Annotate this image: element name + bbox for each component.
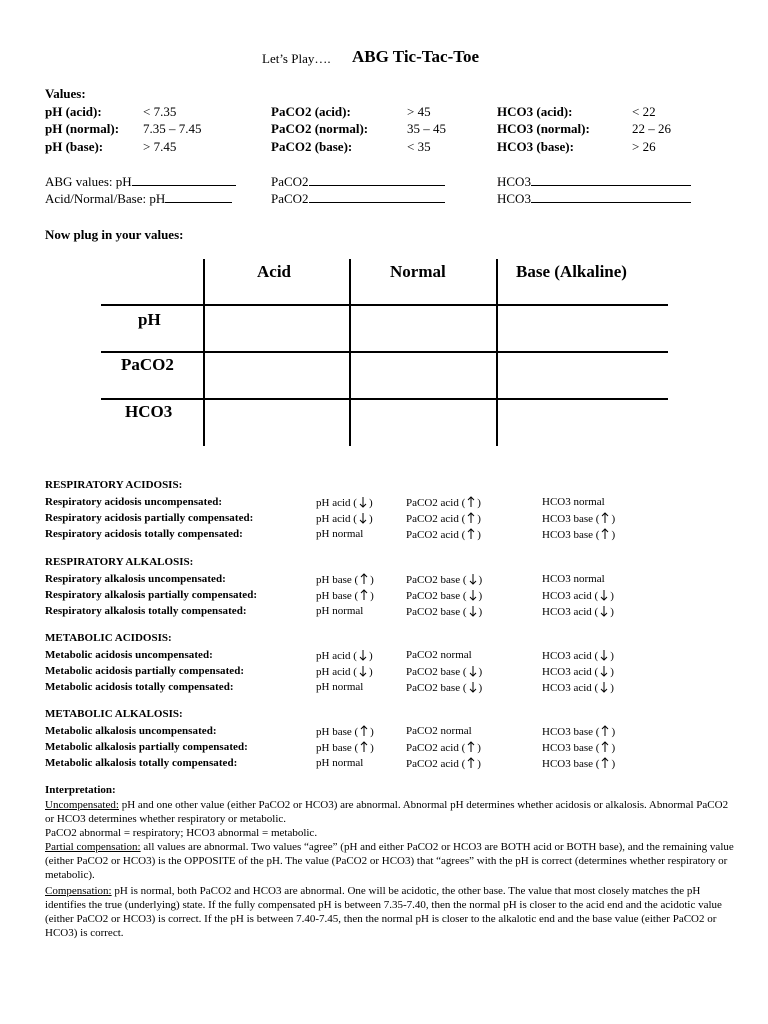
interpretation-heading: Interpretation: bbox=[45, 784, 116, 796]
hco3-acid-value: < 22 bbox=[632, 104, 656, 119]
close-paren: ) bbox=[611, 757, 616, 770]
arrow-up-icon bbox=[599, 528, 611, 541]
close-paren: ) bbox=[611, 512, 616, 525]
scenario-hco3-text: HCO3 acid ( bbox=[542, 665, 599, 678]
close-paren: ) bbox=[610, 681, 614, 694]
arrow-down-icon bbox=[598, 649, 610, 662]
scenario-label: Metabolic alkalosis totally compensated: bbox=[45, 756, 238, 769]
close-paren: ) bbox=[611, 528, 616, 541]
arrow-down-icon bbox=[598, 665, 610, 678]
scenario-hco3-value bbox=[542, 528, 615, 541]
arrow-down-icon bbox=[598, 681, 610, 694]
anb-hco3-line bbox=[497, 190, 691, 207]
scenario-paco2-text: PaCO2 base ( bbox=[406, 665, 467, 678]
scenario-hco3-value bbox=[542, 741, 615, 754]
scenario-paco2-text: PaCO2 base ( bbox=[406, 589, 467, 602]
close-paren: ) bbox=[477, 512, 481, 525]
scenario-ph-value bbox=[316, 665, 373, 678]
anb-ph-input[interactable] bbox=[165, 190, 232, 203]
section-title: METABOLIC ALKALOSIS: bbox=[45, 708, 183, 720]
arrow-up-icon bbox=[465, 496, 477, 509]
scenario-paco2-text: PaCO2 acid ( bbox=[406, 528, 466, 541]
compensation-term: Compensation: bbox=[45, 885, 112, 897]
scenario-paco2-text: PaCO2 acid ( bbox=[406, 757, 466, 770]
scenario-hco3-value bbox=[542, 681, 614, 694]
interpretation-rule: PaCO2 abnormal = respiratory; HCO3 abnormal = metabolic. bbox=[45, 827, 318, 839]
hco3-acid-label: HCO3 (acid): bbox=[497, 104, 573, 119]
scenario-paco2-text: PaCO2 acid ( bbox=[406, 512, 466, 525]
scenario-ph-value bbox=[316, 573, 374, 586]
grid-row-paco2: PaCO2 bbox=[121, 355, 174, 374]
scenario-label: Respiratory alkalosis uncompensated: bbox=[45, 573, 226, 585]
scenario-paco2-value bbox=[406, 512, 481, 525]
scenario-hco3-value bbox=[542, 512, 615, 525]
scenario-hco3-text: HCO3 normal bbox=[542, 573, 605, 585]
close-paren: ) bbox=[611, 741, 616, 754]
close-paren: ) bbox=[478, 605, 483, 618]
paco2-base-label: PaCO2 (base): bbox=[271, 139, 353, 154]
scenario-label: Respiratory alkalosis totally compensated: bbox=[45, 604, 247, 617]
scenario-label: Metabolic acidosis partially compensated: bbox=[45, 664, 245, 677]
cell-paco2-base[interactable] bbox=[498, 353, 668, 398]
scenario-hco3-value bbox=[542, 605, 614, 618]
arrow-up-icon bbox=[465, 741, 477, 754]
scenario-hco3-value bbox=[542, 496, 605, 508]
arrow-up-icon bbox=[358, 741, 370, 754]
scenario-hco3-text: HCO3 acid ( bbox=[542, 650, 599, 662]
scenario-label: Metabolic acidosis uncompensated: bbox=[45, 649, 213, 661]
scenario-paco2-value bbox=[406, 725, 472, 737]
cell-hco3-acid[interactable] bbox=[205, 400, 349, 446]
arrow-down-icon bbox=[357, 512, 369, 525]
partial-text: all values are abnormal. Two values “agree” (pH and either PaCO2 or HCO3 are BOTH acid or BOTH base), and the remaining value (either PaCO2 or HCO3) is the OPPOSITE of the pH. The value (PaCO2 or HCO3) that “agrees” with the pH is correct (determines whether respiratory or metabolic). bbox=[45, 841, 734, 881]
arrow-down-icon bbox=[357, 665, 369, 678]
cell-paco2-acid[interactable] bbox=[205, 353, 349, 398]
scenario-label: Metabolic acidosis totally compensated: bbox=[45, 680, 234, 693]
scenario-hco3-text: HCO3 acid ( bbox=[542, 681, 599, 694]
scenario-ph-text: pH acid ( bbox=[316, 497, 357, 509]
interpretation-compensation bbox=[45, 885, 735, 941]
scenario-paco2-value bbox=[406, 741, 481, 754]
compensation-text: pH is normal, both PaCO2 and HCO3 are abnormal. One will be acidotic, the other base. The value that most closely matches the pH identifies the true (underlying) state. If the fully compensated pH is between 7.35-7.40, then the normal pH is closer to the acid end and the acidotic value (either PaCO2 or HCO3) is correct. If the pH is between 7.40-7.45, then the normal pH is closer to the alkalotic end and the base value (either PaCO2 or HCO3) is correct. bbox=[45, 885, 722, 939]
scenario-paco2-value bbox=[406, 757, 481, 770]
scenario-label: Respiratory acidosis totally compensated: bbox=[45, 527, 243, 540]
scenario-paco2-text: PaCO2 normal bbox=[406, 649, 472, 661]
cell-ph-normal[interactable] bbox=[351, 306, 496, 351]
close-paren: ) bbox=[370, 574, 374, 586]
hco3-normal-label: HCO3 (normal): bbox=[497, 121, 590, 136]
scenario-ph-text: pH base ( bbox=[316, 741, 359, 754]
scenario-paco2-value bbox=[406, 573, 482, 586]
ph-acid-label: pH (acid): bbox=[45, 104, 102, 119]
paco2-base-value: < 35 bbox=[407, 139, 431, 154]
arrow-down-icon bbox=[467, 665, 479, 678]
scenario-paco2-text: PaCO2 base ( bbox=[406, 605, 467, 618]
scenario-ph-value bbox=[316, 589, 374, 602]
scenario-hco3-value bbox=[542, 589, 614, 602]
arrow-up-icon bbox=[599, 757, 611, 770]
close-paren: ) bbox=[370, 589, 374, 602]
grid-row-hco3: HCO3 bbox=[125, 402, 173, 421]
arrow-down-icon bbox=[357, 649, 369, 662]
close-paren: ) bbox=[368, 650, 373, 662]
interpretation-partial bbox=[45, 841, 735, 883]
scenario-paco2-text: PaCO2 acid ( bbox=[406, 741, 466, 754]
scenario-ph-text: pH base ( bbox=[316, 589, 359, 602]
arrow-up-icon bbox=[465, 528, 477, 541]
arrow-up-icon bbox=[358, 725, 370, 738]
scenario-ph-value bbox=[316, 757, 363, 769]
scenario-hco3-value bbox=[542, 665, 614, 678]
arrow-down-icon bbox=[467, 605, 479, 618]
section-title: RESPIRATORY ACIDOSIS: bbox=[45, 479, 183, 491]
paco2-normal-label: PaCO2 (normal): bbox=[271, 121, 369, 136]
close-paren: ) bbox=[477, 741, 481, 754]
anb-line bbox=[45, 190, 232, 207]
abg-hco3-line bbox=[497, 173, 691, 190]
close-paren: ) bbox=[478, 681, 483, 694]
abg-ph-input[interactable] bbox=[132, 173, 236, 186]
scenario-ph-value bbox=[316, 741, 374, 754]
scenario-hco3-value bbox=[542, 573, 605, 585]
ph-normal-value: 7.35 – 7.45 bbox=[143, 121, 202, 136]
close-paren: ) bbox=[368, 512, 373, 525]
cell-paco2-normal[interactable] bbox=[351, 353, 496, 398]
abg-paco2-input[interactable] bbox=[309, 173, 445, 186]
ph-acid-value: < 7.35 bbox=[143, 104, 177, 119]
close-paren: ) bbox=[478, 589, 483, 602]
grid-col-acid: Acid bbox=[257, 262, 291, 281]
uncompensated-text: pH and one other value (either PaCO2 or HCO3) are abnormal. Abnormal pH determines whether acidosis or alkalosis. Abnormal PaCO2 or HCO3 determines whether respiratory or metabolic. bbox=[45, 799, 729, 825]
scenario-hco3-value bbox=[542, 757, 615, 770]
uncompensated-term: Uncompensated: bbox=[45, 799, 119, 811]
scenario-ph-value bbox=[316, 649, 373, 662]
scenario-paco2-value bbox=[406, 665, 482, 678]
plug-in-instruction: Now plug in your values: bbox=[45, 227, 184, 242]
cell-ph-base[interactable] bbox=[498, 306, 668, 351]
close-paren: ) bbox=[610, 650, 614, 662]
close-paren: ) bbox=[477, 528, 481, 541]
abg-hco3-input[interactable] bbox=[531, 173, 691, 186]
scenario-paco2-value bbox=[406, 605, 482, 618]
arrow-up-icon bbox=[358, 573, 370, 586]
hco3-normal-value: 22 – 26 bbox=[632, 121, 671, 136]
close-paren: ) bbox=[370, 741, 374, 754]
paco2-normal-value: 35 – 45 bbox=[407, 121, 446, 136]
hco3-base-value: > 26 bbox=[632, 139, 656, 154]
close-paren: ) bbox=[610, 665, 614, 678]
anb-hco3-label: HCO3 bbox=[497, 191, 531, 206]
arrow-up-icon bbox=[599, 725, 611, 738]
scenario-ph-text: pH normal bbox=[316, 680, 364, 693]
scenario-label: Respiratory acidosis uncompensated: bbox=[45, 496, 223, 508]
arrow-up-icon bbox=[465, 512, 477, 525]
ph-base-label: pH (base): bbox=[45, 139, 104, 154]
arrow-up-icon bbox=[358, 589, 370, 602]
abg-values-line bbox=[45, 173, 236, 190]
anb-hco3-input[interactable] bbox=[531, 190, 691, 203]
scenario-ph-text: pH normal bbox=[316, 756, 364, 769]
arrow-up-icon bbox=[599, 741, 611, 754]
scenario-paco2-value bbox=[406, 649, 472, 661]
scenario-ph-text: pH acid ( bbox=[316, 650, 357, 662]
grid-col-base: Base (Alkaline) bbox=[516, 262, 627, 281]
scenario-paco2-text: PaCO2 base ( bbox=[406, 574, 467, 586]
scenario-ph-value bbox=[316, 528, 363, 540]
abg-paco2-line bbox=[271, 173, 445, 190]
scenario-ph-value bbox=[316, 512, 373, 525]
scenario-hco3-text: HCO3 base ( bbox=[542, 741, 600, 754]
scenario-paco2-text: PaCO2 normal bbox=[406, 725, 472, 737]
close-paren: ) bbox=[368, 497, 373, 509]
close-paren: ) bbox=[477, 497, 481, 509]
close-paren: ) bbox=[478, 665, 483, 678]
scenario-ph-value bbox=[316, 725, 374, 738]
scenario-label: Respiratory alkalosis partially compensated: bbox=[45, 588, 258, 601]
close-paren: ) bbox=[477, 757, 481, 770]
scenario-paco2-value bbox=[406, 528, 481, 541]
arrow-up-icon bbox=[465, 757, 477, 770]
scenario-hco3-text: HCO3 base ( bbox=[542, 528, 600, 541]
scenario-hco3-text: HCO3 normal bbox=[542, 496, 605, 508]
scenario-paco2-text: PaCO2 base ( bbox=[406, 681, 467, 694]
scenario-ph-text: pH acid ( bbox=[316, 665, 357, 678]
arrow-down-icon bbox=[598, 589, 610, 602]
scenario-hco3-value bbox=[542, 725, 615, 738]
scenario-ph-value bbox=[316, 496, 373, 509]
scenario-hco3-text: HCO3 acid ( bbox=[542, 589, 599, 602]
interpretation-uncompensated bbox=[45, 799, 735, 827]
arrow-down-icon bbox=[598, 605, 610, 618]
scenario-ph-text: pH normal bbox=[316, 604, 364, 617]
scenario-ph-text: pH normal bbox=[316, 527, 364, 540]
page-title: ABG Tic-Tac-Toe bbox=[352, 47, 480, 66]
close-paren: ) bbox=[610, 605, 614, 618]
scenario-hco3-text: HCO3 base ( bbox=[542, 757, 600, 770]
scenario-ph-value bbox=[316, 681, 363, 693]
scenario-paco2-text: PaCO2 acid ( bbox=[406, 497, 466, 509]
scenario-label: Respiratory acidosis partially compensated: bbox=[45, 511, 254, 524]
close-paren: ) bbox=[368, 665, 373, 678]
close-paren: ) bbox=[610, 589, 614, 602]
abg-values-label: ABG values: pH bbox=[45, 174, 132, 189]
scenario-ph-text: pH acid ( bbox=[316, 512, 357, 525]
cell-hco3-normal[interactable] bbox=[351, 400, 496, 446]
scenario-ph-text: pH base ( bbox=[316, 726, 359, 738]
scenario-paco2-value bbox=[406, 681, 482, 694]
close-paren: ) bbox=[611, 726, 616, 738]
abg-hco3-label: HCO3 bbox=[497, 174, 531, 189]
partial-term: Partial compensation: bbox=[45, 841, 141, 853]
scenario-ph-text: pH base ( bbox=[316, 574, 359, 586]
scenario-label: Metabolic alkalosis partially compensated: bbox=[45, 740, 248, 753]
anb-label: Acid/Normal/Base: pH bbox=[45, 191, 166, 206]
grid-col-normal: Normal bbox=[390, 262, 446, 281]
ph-normal-label: pH (normal): bbox=[45, 121, 120, 136]
paco2-acid-value: > 45 bbox=[407, 104, 431, 119]
scenario-hco3-text: HCO3 base ( bbox=[542, 512, 600, 525]
abg-paco2-label: PaCO2 bbox=[271, 174, 309, 189]
scenario-paco2-value bbox=[406, 589, 482, 602]
scenario-hco3-value bbox=[542, 649, 614, 662]
values-heading: Values: bbox=[45, 86, 86, 101]
close-paren: ) bbox=[370, 726, 374, 738]
scenario-ph-value bbox=[316, 605, 363, 617]
grid-row-ph: pH bbox=[138, 310, 161, 329]
scenario-label: Metabolic alkalosis uncompensated: bbox=[45, 725, 217, 737]
arrow-down-icon bbox=[467, 573, 479, 586]
arrow-down-icon bbox=[467, 681, 479, 694]
ph-base-value: > 7.45 bbox=[143, 139, 177, 154]
anb-paco2-input[interactable] bbox=[309, 190, 445, 203]
close-paren: ) bbox=[478, 574, 483, 586]
arrow-down-icon bbox=[467, 589, 479, 602]
hco3-base-label: HCO3 (base): bbox=[497, 139, 574, 154]
anb-paco2-line bbox=[271, 190, 445, 207]
section-title: METABOLIC ACIDOSIS: bbox=[45, 632, 172, 644]
anb-paco2-label: PaCO2 bbox=[271, 191, 309, 206]
scenario-paco2-value bbox=[406, 496, 481, 509]
cell-hco3-base[interactable] bbox=[498, 400, 668, 446]
title-prefix: Let’s Play…. bbox=[262, 51, 331, 66]
arrow-down-icon bbox=[357, 496, 369, 509]
cell-ph-acid[interactable] bbox=[205, 306, 349, 351]
paco2-acid-label: PaCO2 (acid): bbox=[271, 104, 351, 119]
scenario-hco3-text: HCO3 base ( bbox=[542, 726, 600, 738]
section-title: RESPIRATORY ALKALOSIS: bbox=[45, 556, 194, 568]
arrow-up-icon bbox=[599, 512, 611, 525]
scenario-hco3-text: HCO3 acid ( bbox=[542, 605, 599, 618]
